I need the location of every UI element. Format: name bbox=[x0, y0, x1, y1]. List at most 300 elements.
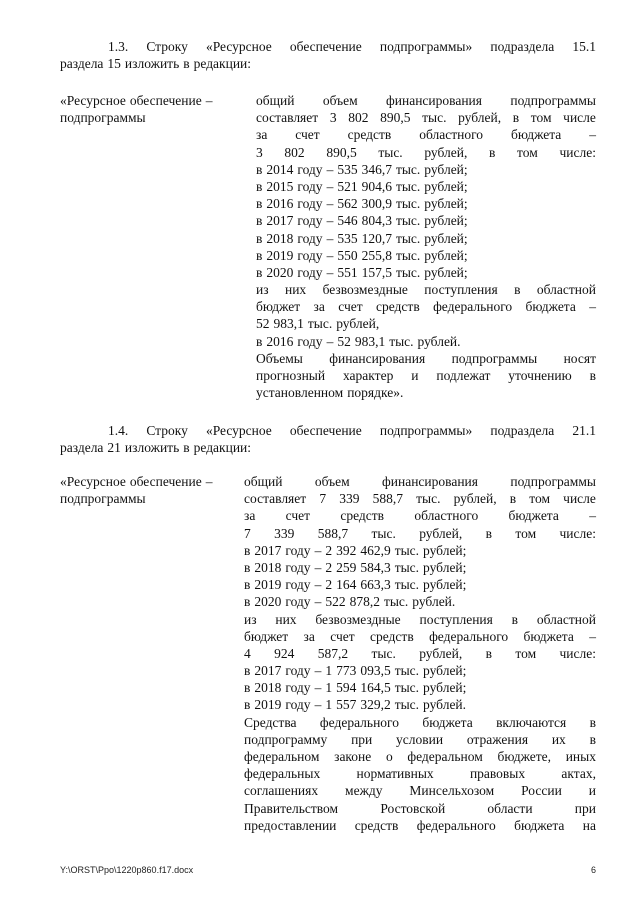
word: 2019 bbox=[254, 577, 282, 593]
word: 329,2 bbox=[360, 697, 391, 713]
word: в bbox=[256, 230, 263, 246]
word: – bbox=[326, 264, 334, 280]
word: 259 bbox=[336, 559, 357, 575]
word: счет bbox=[295, 127, 320, 143]
word: 392 bbox=[336, 542, 357, 558]
word: – bbox=[205, 93, 213, 108]
word: 164,5 bbox=[360, 680, 391, 696]
word: 2016 bbox=[266, 333, 294, 349]
word: 802 bbox=[284, 144, 305, 160]
word: порядке». bbox=[347, 385, 404, 401]
word: том bbox=[515, 645, 537, 661]
word: подпрограммы» bbox=[379, 423, 473, 438]
section-1-4-row-value bbox=[244, 473, 596, 834]
word: рублей; bbox=[424, 196, 468, 212]
word: бюджета bbox=[508, 508, 559, 524]
text-line bbox=[60, 422, 596, 439]
word: тыс. bbox=[395, 247, 421, 263]
word: за bbox=[303, 628, 315, 644]
word: в bbox=[244, 663, 251, 679]
word: – bbox=[326, 213, 334, 229]
word: рублей; bbox=[423, 542, 467, 558]
text-line bbox=[256, 144, 596, 161]
word: подпрограммы bbox=[451, 350, 538, 366]
word: тыс. bbox=[394, 577, 420, 593]
text-line bbox=[244, 679, 596, 696]
word: в bbox=[589, 731, 596, 747]
word: федерального bbox=[416, 817, 496, 833]
word: областной bbox=[536, 611, 596, 627]
word: тыс. bbox=[378, 144, 403, 160]
word: из bbox=[244, 611, 257, 627]
word: 557 bbox=[336, 697, 357, 713]
word: средств bbox=[340, 508, 385, 524]
word: 904,6 bbox=[361, 178, 392, 194]
text-line bbox=[256, 126, 596, 143]
word: в bbox=[512, 110, 520, 126]
word: 550 bbox=[337, 247, 358, 263]
word: в bbox=[256, 161, 263, 177]
text-line bbox=[256, 264, 596, 281]
word: в bbox=[244, 577, 251, 593]
word: счет bbox=[338, 299, 363, 315]
word: финансирования bbox=[329, 350, 426, 366]
text-line bbox=[244, 507, 596, 524]
word: 7 bbox=[319, 491, 327, 507]
word: тыс. bbox=[307, 316, 333, 332]
text-line bbox=[244, 817, 596, 834]
word: бюджете, bbox=[497, 749, 552, 764]
word: правовых bbox=[469, 766, 526, 782]
word: 2018 bbox=[254, 559, 282, 575]
word: отражения bbox=[466, 731, 529, 747]
word: и bbox=[411, 368, 419, 383]
word: тыс. bbox=[394, 559, 420, 575]
text-line bbox=[60, 38, 596, 55]
word: в bbox=[589, 368, 596, 383]
word: тыс. bbox=[394, 697, 420, 713]
word: 52 bbox=[256, 316, 270, 332]
word: числе bbox=[563, 110, 596, 126]
text-line bbox=[256, 230, 596, 247]
word: – bbox=[589, 127, 596, 143]
word: – bbox=[326, 178, 334, 194]
word: бюджета bbox=[422, 714, 473, 730]
text-line bbox=[60, 92, 248, 109]
word: году bbox=[285, 594, 311, 610]
page-footer bbox=[60, 865, 596, 875]
word: иных bbox=[565, 749, 596, 764]
word: счет bbox=[330, 628, 355, 644]
word: раздела bbox=[60, 56, 104, 72]
word: 1 bbox=[325, 663, 333, 679]
text-line bbox=[244, 696, 596, 713]
word: 15 bbox=[107, 56, 121, 72]
word: 804,3 bbox=[361, 213, 392, 229]
word: 346,7 bbox=[361, 161, 392, 177]
word: установленном bbox=[256, 385, 344, 401]
word: 802 bbox=[348, 110, 369, 126]
text-line bbox=[60, 109, 248, 126]
word: 594 bbox=[336, 680, 357, 696]
word: тыс. bbox=[394, 680, 420, 696]
word: рублей. bbox=[417, 333, 461, 349]
word: рублей. bbox=[412, 594, 456, 610]
word: 120,7 bbox=[361, 230, 392, 246]
word: 2014 bbox=[266, 161, 294, 177]
word: рублей; bbox=[423, 577, 467, 593]
word: областного bbox=[419, 127, 484, 143]
word: 15.1 bbox=[572, 39, 596, 54]
word: финансирования bbox=[382, 474, 478, 489]
word: 588,7 bbox=[317, 525, 349, 541]
word: тыс. bbox=[395, 213, 421, 229]
word: при bbox=[574, 800, 596, 816]
word: в bbox=[256, 178, 263, 194]
word: Минсельхозом bbox=[409, 783, 495, 799]
word: – bbox=[326, 161, 334, 177]
word: рублей; bbox=[424, 161, 468, 177]
text-line bbox=[244, 645, 596, 662]
word: 3 bbox=[256, 144, 263, 160]
word: 2 bbox=[325, 577, 333, 593]
word: 339 bbox=[339, 491, 360, 507]
word: 535 bbox=[337, 161, 358, 177]
word: году bbox=[285, 680, 311, 696]
word: в bbox=[256, 196, 263, 212]
text-line bbox=[60, 473, 248, 490]
word: числе: bbox=[559, 144, 596, 160]
text-line bbox=[60, 490, 248, 507]
word: законе bbox=[334, 749, 372, 764]
text-line bbox=[244, 525, 596, 542]
word: тыс. bbox=[394, 542, 420, 558]
word: обеспечение bbox=[129, 474, 202, 489]
word: подпрограммы bbox=[510, 474, 596, 489]
word: году bbox=[285, 663, 311, 679]
word: году bbox=[297, 178, 323, 194]
word: раздела bbox=[60, 440, 104, 456]
word: в bbox=[256, 213, 263, 229]
word: в bbox=[244, 697, 251, 713]
word: федеральных bbox=[244, 766, 321, 782]
word: тыс. bbox=[389, 333, 414, 349]
text-line bbox=[256, 315, 596, 332]
word: году bbox=[297, 161, 323, 177]
word: общий bbox=[244, 474, 283, 489]
word: в bbox=[256, 247, 263, 263]
text-line bbox=[244, 490, 596, 507]
word: 4 bbox=[244, 645, 251, 661]
word: в bbox=[489, 144, 496, 160]
word: счет bbox=[285, 508, 311, 524]
word: в bbox=[485, 525, 492, 541]
text-line bbox=[244, 662, 596, 679]
word: в bbox=[256, 264, 263, 280]
word: них bbox=[275, 611, 297, 627]
word: году bbox=[297, 196, 323, 212]
word: составляет bbox=[244, 491, 307, 507]
word: рублей; bbox=[424, 264, 468, 280]
word: рублей, bbox=[419, 525, 463, 541]
footer-file-path: Y:\ORST\Ppo\1220p860.f17.docx bbox=[60, 865, 194, 875]
word: рублей, bbox=[336, 316, 380, 332]
word: – bbox=[314, 680, 322, 696]
word: 546 bbox=[337, 213, 358, 229]
word: «Ресурсное bbox=[60, 93, 126, 108]
word: подпрограммы bbox=[510, 93, 596, 108]
word: 164 bbox=[336, 577, 357, 593]
word: 2017 bbox=[266, 213, 294, 229]
section-1-4-intro bbox=[60, 422, 596, 456]
section-1-3-row-value bbox=[256, 92, 596, 401]
text-line bbox=[256, 247, 596, 264]
word: 588,7 bbox=[372, 491, 403, 507]
word: 2017 bbox=[254, 542, 282, 558]
text-line bbox=[256, 178, 596, 195]
word: тыс. bbox=[416, 491, 441, 507]
text-line bbox=[60, 439, 596, 456]
word: году bbox=[297, 213, 323, 229]
word: бюджета bbox=[510, 127, 562, 143]
word: федеральном bbox=[407, 749, 483, 764]
word: 890,5 bbox=[326, 144, 357, 160]
word: нормативных bbox=[356, 766, 434, 782]
word: подпрограммы bbox=[60, 110, 146, 126]
word: году bbox=[297, 333, 323, 349]
word: «Ресурсное bbox=[205, 39, 272, 54]
word: 2018 bbox=[254, 680, 282, 696]
word: прогнозный bbox=[256, 368, 326, 383]
word: предоставлении bbox=[244, 817, 337, 833]
text-line bbox=[244, 731, 596, 748]
word: обеспечение bbox=[289, 39, 362, 54]
word: из bbox=[256, 282, 269, 298]
word: 2020 bbox=[254, 594, 282, 610]
word: том bbox=[529, 491, 551, 507]
text-line bbox=[244, 782, 596, 799]
text-line bbox=[244, 748, 596, 765]
text-line bbox=[256, 212, 596, 229]
section-1-4-row-label bbox=[60, 473, 248, 507]
word: тыс. bbox=[371, 645, 396, 661]
word: носят bbox=[563, 350, 596, 366]
word: обеспечение bbox=[129, 93, 202, 108]
word: 890,5 bbox=[380, 110, 411, 126]
text-line bbox=[244, 800, 596, 817]
word: тыс. bbox=[395, 161, 421, 177]
word: – bbox=[326, 230, 334, 246]
word: 339 bbox=[274, 525, 295, 541]
word: рублей, bbox=[424, 144, 468, 160]
word: бюджета bbox=[514, 817, 565, 833]
word: составляет bbox=[256, 110, 319, 126]
word: числе bbox=[563, 491, 596, 507]
word: 2015 bbox=[266, 178, 294, 194]
word: том bbox=[530, 110, 552, 126]
text-line bbox=[256, 92, 596, 109]
word: 587,2 bbox=[317, 645, 349, 661]
word: общий bbox=[256, 93, 295, 108]
text-line bbox=[244, 559, 596, 576]
word: Строку bbox=[146, 39, 188, 54]
word: подраздела bbox=[490, 39, 555, 54]
text-line bbox=[256, 298, 596, 315]
word: в bbox=[183, 440, 190, 456]
word: 2 bbox=[325, 559, 333, 575]
word: году bbox=[285, 577, 311, 593]
text-line bbox=[256, 281, 596, 298]
word: «Ресурсное bbox=[205, 423, 272, 438]
word: рублей, bbox=[458, 110, 502, 126]
word: при bbox=[351, 731, 373, 747]
word: характер bbox=[342, 368, 394, 383]
word: – bbox=[589, 508, 596, 524]
footer-page-number: 6 bbox=[590, 865, 596, 875]
word: изложить bbox=[124, 440, 180, 456]
word: рублей; bbox=[424, 247, 468, 263]
word: в bbox=[244, 542, 251, 558]
word: 773 bbox=[336, 663, 357, 679]
word: – bbox=[589, 628, 596, 644]
word: в bbox=[244, 594, 251, 610]
word: 52 bbox=[337, 333, 351, 349]
word: России bbox=[521, 783, 562, 799]
word: 1 bbox=[325, 680, 333, 696]
word: подпрограммы» bbox=[379, 39, 473, 54]
word: – bbox=[326, 247, 334, 263]
word: 924 bbox=[274, 645, 295, 661]
word: безвозмездные bbox=[315, 611, 401, 627]
word: тыс. bbox=[371, 525, 396, 541]
word: Строку bbox=[146, 423, 188, 438]
word: 7 bbox=[244, 525, 251, 541]
word: в bbox=[514, 282, 521, 298]
word: в bbox=[183, 56, 190, 72]
section-1-3-row-label bbox=[60, 92, 248, 126]
text-line bbox=[244, 576, 596, 593]
text-line bbox=[256, 333, 596, 350]
text-line bbox=[256, 195, 596, 212]
text-line bbox=[256, 367, 596, 384]
word: тыс. bbox=[395, 178, 421, 194]
word: них bbox=[284, 282, 307, 298]
text-line bbox=[244, 542, 596, 559]
word: подпрограмму bbox=[244, 731, 328, 747]
text-line bbox=[244, 593, 596, 610]
word: рублей, bbox=[419, 645, 463, 661]
word: поступления bbox=[424, 282, 498, 298]
word: 983,1 bbox=[273, 316, 304, 332]
word: 157,5 bbox=[361, 264, 392, 280]
word: в bbox=[244, 680, 251, 696]
word: Ростовской bbox=[380, 800, 446, 816]
word: – bbox=[314, 559, 322, 575]
word: 2019 bbox=[266, 247, 294, 263]
text-line bbox=[244, 714, 596, 731]
word: – bbox=[326, 196, 334, 212]
word: областной bbox=[536, 282, 596, 298]
word: бюджета bbox=[525, 299, 576, 315]
word: 2019 bbox=[254, 697, 282, 713]
word: бюджет bbox=[256, 299, 301, 315]
word: 1.3. bbox=[108, 39, 129, 54]
word: редакции: bbox=[193, 440, 252, 456]
word: безвозмездные bbox=[322, 282, 408, 298]
word: поступления bbox=[419, 611, 493, 627]
word: году bbox=[285, 697, 311, 713]
word: подраздела bbox=[490, 423, 555, 438]
word: между bbox=[345, 783, 383, 799]
word: 1.4. bbox=[108, 423, 129, 438]
word: их bbox=[551, 731, 566, 747]
word: уточнению bbox=[508, 368, 572, 383]
word: 21 bbox=[107, 440, 121, 456]
word: тыс. bbox=[395, 264, 421, 280]
word: году bbox=[297, 230, 323, 246]
word: рублей; bbox=[423, 559, 467, 575]
word: 21.1 bbox=[572, 423, 596, 438]
word: – bbox=[205, 474, 213, 489]
word: актах, bbox=[561, 766, 596, 782]
word: тыс. bbox=[395, 196, 421, 212]
word: за bbox=[313, 299, 325, 315]
word: 255,8 bbox=[361, 247, 392, 263]
word: рублей, bbox=[453, 491, 497, 507]
word: средств bbox=[354, 817, 399, 833]
text-line bbox=[244, 765, 596, 782]
word: федерального bbox=[319, 714, 399, 730]
word: – bbox=[314, 577, 322, 593]
word: 522 bbox=[325, 594, 346, 610]
word: рублей; bbox=[424, 178, 468, 194]
word: объем bbox=[322, 93, 358, 108]
word: 2020 bbox=[266, 264, 294, 280]
word: о bbox=[385, 749, 393, 764]
word: числе: bbox=[559, 645, 596, 661]
word: числе: bbox=[559, 525, 596, 541]
word: рублей; bbox=[423, 663, 467, 679]
word: году bbox=[285, 559, 311, 575]
word: области bbox=[487, 800, 533, 816]
text-line bbox=[256, 109, 596, 126]
word: рублей; bbox=[423, 680, 467, 696]
word: Средства bbox=[244, 714, 297, 730]
word: – bbox=[314, 594, 322, 610]
word: «Ресурсное bbox=[60, 474, 126, 489]
word: рублей; bbox=[424, 230, 468, 246]
word: подпрограммы bbox=[60, 491, 146, 507]
word: соглашениях bbox=[244, 783, 319, 799]
text-line bbox=[256, 384, 596, 401]
word: 093,5 bbox=[360, 663, 391, 679]
word: рублей; bbox=[424, 213, 468, 229]
word: – bbox=[589, 299, 596, 315]
word: 2 bbox=[325, 542, 333, 558]
word: 878,2 bbox=[349, 594, 380, 610]
text-line bbox=[244, 628, 596, 645]
word: средств bbox=[347, 127, 392, 143]
word: 584,3 bbox=[360, 559, 391, 575]
word: редакции: bbox=[193, 56, 252, 72]
word: средств bbox=[370, 628, 414, 644]
word: бюджет bbox=[244, 628, 289, 644]
section-1-3-intro bbox=[60, 38, 596, 72]
word: в bbox=[256, 333, 263, 349]
word: подлежат bbox=[436, 368, 491, 383]
word: за bbox=[256, 127, 268, 143]
word: за bbox=[244, 508, 256, 524]
